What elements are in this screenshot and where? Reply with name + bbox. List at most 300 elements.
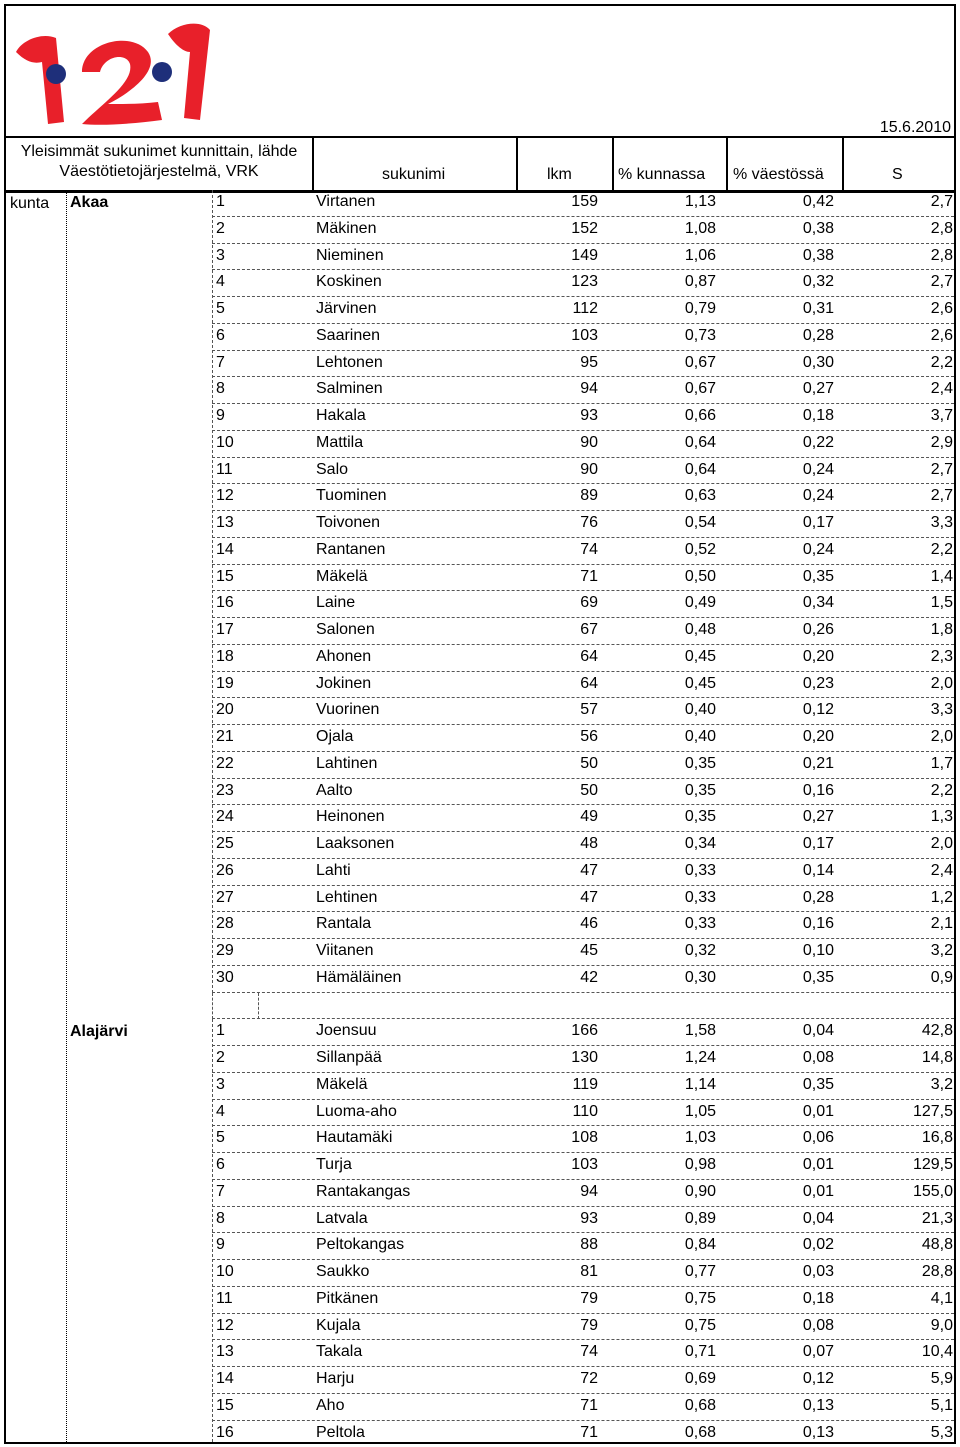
table-row — [212, 270, 954, 297]
pct-population-cell: 0,08 — [802, 1316, 834, 1334]
surname-cell: Lehtinen — [316, 888, 378, 906]
pct-population-cell: 0,24 — [802, 460, 834, 478]
surname-cell: Salminen — [316, 380, 383, 398]
surname-cell: Mäkelä — [316, 1075, 368, 1093]
rank-cell: 5 — [216, 300, 225, 317]
table-row — [212, 1367, 954, 1394]
pct-municipality-cell: 0,75 — [684, 1316, 716, 1334]
pct-municipality-cell: 0,49 — [684, 594, 716, 612]
table-row — [212, 1100, 954, 1127]
pct-population-cell: 0,27 — [802, 808, 834, 826]
pct-population-cell: 0,04 — [802, 1022, 834, 1040]
count-cell: 110 — [572, 1102, 598, 1120]
table-row — [212, 698, 954, 725]
table-row — [212, 511, 954, 538]
surname-cell: Tuominen — [316, 487, 387, 505]
pct-municipality-cell: 0,69 — [684, 1370, 716, 1387]
table-row — [212, 1287, 954, 1314]
s-value-cell: 1,2 — [930, 888, 953, 906]
count-cell: 119 — [572, 1075, 598, 1093]
s-value-cell: 155,0 — [912, 1182, 953, 1200]
rank-cell: 10 — [216, 1263, 234, 1280]
pct-population-cell: 0,01 — [802, 1102, 834, 1120]
surname-cell: Turja — [316, 1156, 352, 1173]
surname-cell: Rantala — [316, 915, 372, 933]
count-cell: 112 — [572, 300, 598, 317]
rank-cell: 4 — [216, 1102, 225, 1120]
s-value-cell: 3,7 — [930, 407, 953, 424]
rank-cell: 19 — [216, 674, 234, 692]
pct-municipality-cell: 0,66 — [684, 407, 716, 424]
count-cell: 79 — [580, 1316, 598, 1334]
table-row — [212, 1260, 954, 1287]
count-cell: 103 — [571, 326, 598, 344]
surname-cell: Rantakangas — [316, 1182, 411, 1200]
pct-municipality-cell: 0,98 — [684, 1156, 716, 1173]
pct-municipality-cell: 0,79 — [684, 300, 716, 317]
count-cell: 74 — [580, 540, 598, 558]
s-value-cell: 3,3 — [930, 514, 953, 531]
pct-population-cell: 0,42 — [802, 193, 834, 210]
surname-cell: Toivonen — [316, 514, 381, 531]
s-value-cell: 2,7 — [930, 273, 953, 291]
rank-cell: 27 — [216, 888, 234, 906]
table-row — [212, 618, 954, 645]
count-cell: 159 — [571, 193, 598, 210]
column-header-sukunimi: sukunimi — [382, 166, 446, 183]
rank-cell: 9 — [216, 1236, 225, 1254]
pct-population-cell: 0,13 — [802, 1396, 834, 1414]
table-row — [212, 538, 954, 565]
pct-municipality-cell: 0,40 — [684, 728, 716, 745]
pct-municipality-cell: 0,87 — [684, 273, 716, 291]
count-cell: 49 — [580, 808, 598, 826]
rank-cell: 16 — [216, 1423, 234, 1441]
pct-population-cell: 0,21 — [802, 754, 834, 772]
rank-cell: 12 — [216, 1316, 234, 1334]
rank-cell: 18 — [216, 647, 234, 665]
surname-cell: Mäkelä — [316, 567, 368, 585]
s-value-cell: 1,3 — [930, 808, 953, 826]
rank-cell: 14 — [216, 1370, 234, 1387]
s-value-cell: 2,2 — [930, 540, 953, 558]
table-row — [212, 565, 954, 592]
table-row — [212, 1073, 954, 1100]
s-value-cell: 2,0 — [930, 674, 953, 692]
pct-municipality-cell: 0,35 — [684, 808, 716, 826]
pct-municipality-cell: 0,68 — [684, 1423, 716, 1441]
table-row — [212, 1126, 954, 1153]
count-cell: 130 — [571, 1049, 598, 1066]
s-value-cell: 1,4 — [930, 567, 953, 585]
s-value-cell: 2,4 — [930, 861, 953, 879]
s-value-cell: 2,8 — [930, 246, 953, 264]
s-value-cell: 2,6 — [930, 326, 953, 344]
surname-cell: Jokinen — [316, 674, 372, 692]
count-cell: 64 — [580, 647, 598, 665]
count-cell: 71 — [580, 1423, 598, 1441]
s-value-cell: 9,0 — [930, 1316, 953, 1334]
pct-municipality-cell: 0,90 — [684, 1182, 716, 1200]
pct-municipality-cell: 0,35 — [684, 754, 716, 772]
pct-population-cell: 0,07 — [802, 1343, 834, 1361]
pct-population-cell: 0,35 — [802, 567, 834, 585]
s-value-cell: 129,5 — [912, 1156, 953, 1173]
pct-population-cell: 0,06 — [802, 1129, 834, 1147]
rank-cell: 6 — [216, 1156, 225, 1173]
s-value-cell: 2,2 — [930, 781, 953, 799]
s-value-cell: 16,8 — [921, 1129, 953, 1147]
source-line-1: Yleisimmät sukunimet kunnittain, lähde — [20, 143, 298, 160]
table-row — [212, 1421, 954, 1445]
pct-municipality-cell: 0,45 — [684, 674, 716, 692]
pct-municipality-cell: 0,71 — [684, 1343, 716, 1361]
table-row — [212, 404, 954, 431]
rank-cell: 28 — [216, 915, 234, 933]
s-value-cell: 2,7 — [930, 487, 953, 505]
s-value-cell: 2,0 — [930, 835, 953, 852]
table-row — [212, 484, 954, 511]
count-cell: 64 — [580, 674, 598, 692]
s-value-cell: 14,8 — [921, 1049, 953, 1066]
pct-municipality-cell: 1,14 — [684, 1075, 716, 1093]
rank-cell: 13 — [216, 1343, 234, 1361]
rank-cell: 14 — [216, 540, 234, 558]
column-header-pct-kunnassa: % kunnassa — [618, 166, 706, 183]
count-cell: 149 — [571, 246, 598, 264]
surname-cell: Saarinen — [316, 326, 381, 344]
surname-cell: Saukko — [316, 1263, 370, 1280]
rank-cell: 15 — [216, 1396, 234, 1414]
pct-population-cell: 0,26 — [802, 621, 834, 638]
rank-cell: 21 — [216, 728, 234, 745]
table-row — [212, 591, 954, 618]
s-value-cell: 28,8 — [921, 1263, 953, 1280]
pct-population-cell: 0,20 — [802, 647, 834, 665]
pct-municipality-cell: 0,54 — [684, 514, 716, 531]
pct-population-cell: 0,17 — [802, 835, 834, 852]
pct-municipality-cell: 0,64 — [684, 460, 716, 478]
table-row — [212, 217, 954, 244]
pct-municipality-cell: 1,05 — [684, 1102, 716, 1120]
surname-cell: Rantanen — [316, 540, 386, 558]
table-row — [212, 377, 954, 404]
rank-cell: 8 — [216, 380, 225, 398]
pct-population-cell: 0,38 — [802, 219, 834, 237]
table-row — [212, 190, 954, 217]
s-value-cell: 5,3 — [930, 1423, 953, 1441]
rank-cell: 26 — [216, 861, 234, 879]
s-value-cell: 48,8 — [921, 1236, 953, 1254]
table-row — [212, 458, 954, 485]
pct-population-cell: 0,32 — [802, 273, 834, 291]
header-rule — [6, 136, 954, 138]
s-value-cell: 2,2 — [930, 353, 953, 371]
count-cell: 152 — [571, 219, 598, 237]
count-cell: 76 — [580, 514, 598, 531]
rank-cell: 30 — [216, 968, 234, 986]
pct-municipality-cell: 0,67 — [684, 353, 716, 371]
pct-population-cell: 0,16 — [802, 915, 834, 933]
rank-cell: 12 — [216, 487, 234, 505]
pct-population-cell: 0,14 — [802, 861, 834, 879]
table-row — [212, 324, 954, 351]
pct-population-cell: 0,20 — [802, 728, 834, 745]
spacer-row — [212, 993, 954, 1020]
rank-cell: 11 — [216, 1289, 233, 1307]
count-cell: 123 — [571, 273, 598, 291]
header-separator — [612, 136, 614, 192]
header-separator — [312, 136, 314, 192]
pct-municipality-cell: 0,33 — [684, 861, 716, 879]
rank-cell: 22 — [216, 754, 234, 772]
count-cell: 94 — [580, 1182, 598, 1200]
rank-cell: 16 — [216, 594, 234, 612]
surname-cell: Kujala — [316, 1316, 361, 1334]
surname-cell: Joensuu — [316, 1022, 377, 1040]
table-row — [212, 1046, 954, 1073]
pct-population-cell: 0,16 — [802, 781, 834, 799]
count-cell: 74 — [580, 1343, 598, 1361]
surname-cell: Lahtinen — [316, 754, 378, 772]
s-value-cell: 1,7 — [930, 754, 953, 772]
rank-cell: 11 — [216, 460, 233, 478]
surname-cell: Peltokangas — [316, 1236, 405, 1254]
s-value-cell: 2,7 — [930, 193, 953, 210]
surname-cell: Koskinen — [316, 273, 382, 291]
rank-cell: 13 — [216, 514, 234, 531]
count-cell: 89 — [580, 487, 598, 505]
table-row — [212, 912, 954, 939]
pct-municipality-cell: 0,50 — [684, 567, 716, 585]
count-cell: 50 — [580, 781, 598, 799]
count-cell: 90 — [580, 433, 598, 451]
rank-cell: 3 — [216, 1075, 225, 1093]
rank-cell: 4 — [216, 273, 225, 291]
s-value-cell: 3,2 — [930, 1075, 953, 1093]
table-row — [212, 1314, 954, 1341]
surname-cell: Ahonen — [316, 647, 372, 665]
pct-municipality-cell: 0,68 — [684, 1396, 716, 1414]
rank-cell: 6 — [216, 326, 225, 344]
count-cell: 72 — [580, 1370, 598, 1387]
table-row — [212, 832, 954, 859]
pct-population-cell: 0,23 — [802, 674, 834, 692]
s-value-cell: 3,3 — [930, 701, 953, 719]
table-row — [212, 1153, 954, 1180]
pct-municipality-cell: 0,67 — [684, 380, 716, 398]
pct-population-cell: 0,35 — [802, 968, 834, 986]
pct-population-cell: 0,01 — [802, 1182, 834, 1200]
table-row — [212, 939, 954, 966]
count-cell: 42 — [580, 968, 598, 986]
table-row — [212, 1233, 954, 1260]
source-line-2: Väestötietojärjestelmä, VRK — [59, 163, 259, 180]
pct-municipality-cell: 0,77 — [684, 1263, 716, 1280]
count-cell: 103 — [571, 1156, 598, 1173]
surname-cell: Salo — [316, 460, 349, 478]
count-cell: 45 — [580, 942, 598, 959]
pct-municipality-cell: 0,48 — [684, 621, 716, 638]
surname-cell: Laine — [316, 594, 356, 612]
table-row — [212, 1180, 954, 1207]
surname-cell: Vuorinen — [316, 701, 380, 719]
count-cell: 57 — [580, 701, 598, 719]
s-value-cell: 2,3 — [930, 647, 953, 665]
count-cell: 90 — [580, 460, 598, 478]
count-cell: 50 — [580, 754, 598, 772]
surname-cell: Aalto — [316, 781, 353, 799]
table-row — [212, 1340, 954, 1367]
table-row — [212, 725, 954, 752]
pct-population-cell: 0,30 — [802, 353, 834, 371]
surname-cell: Latvala — [316, 1209, 368, 1227]
source-caption — [6, 142, 312, 182]
header-separator — [516, 136, 518, 192]
pct-municipality-cell: 1,58 — [684, 1022, 716, 1040]
pct-population-cell: 0,08 — [802, 1049, 834, 1066]
pct-population-cell: 0,28 — [802, 326, 834, 344]
pct-population-cell: 0,02 — [802, 1236, 834, 1254]
s-value-cell: 2,1 — [930, 915, 953, 933]
municipality-name: Akaa — [70, 194, 109, 211]
surname-cell: Takala — [316, 1343, 363, 1361]
surname-cell: Virtanen — [316, 193, 376, 210]
table-row — [212, 805, 954, 832]
count-cell: 94 — [580, 380, 598, 398]
pct-population-cell: 0,04 — [802, 1209, 834, 1227]
surname-cell: Lehtonen — [316, 353, 383, 371]
s-value-cell: 4,1 — [930, 1289, 953, 1307]
pct-municipality-cell: 0,63 — [684, 487, 716, 505]
pct-municipality-cell: 1,06 — [684, 246, 716, 264]
rank-cell: 2 — [216, 1049, 225, 1066]
surname-cell: Pitkänen — [316, 1289, 379, 1307]
pct-municipality-cell: 1,03 — [684, 1129, 716, 1147]
column-header-s: S — [892, 166, 903, 183]
rank-cell: 7 — [216, 1182, 225, 1200]
pct-municipality-cell: 0,32 — [684, 942, 716, 959]
pct-population-cell: 0,38 — [802, 246, 834, 264]
column-header-kunta: kunta — [10, 195, 50, 212]
s-value-cell: 2,4 — [930, 380, 953, 398]
pct-population-cell: 0,12 — [802, 701, 834, 719]
pct-municipality-cell: 0,64 — [684, 433, 716, 451]
pct-population-cell: 0,31 — [802, 300, 834, 317]
rank-column-divider — [212, 993, 213, 1020]
pct-municipality-cell: 0,73 — [684, 326, 716, 344]
rank-cell: 5 — [216, 1129, 225, 1147]
count-cell: 71 — [580, 1396, 598, 1414]
spacer-cell-divider — [258, 993, 259, 1020]
pct-municipality-cell: 1,24 — [684, 1049, 716, 1066]
table-row — [212, 779, 954, 806]
pct-municipality-cell: 0,35 — [684, 781, 716, 799]
rank-cell: 20 — [216, 701, 234, 719]
rank-cell: 3 — [216, 246, 225, 264]
s-value-cell: 2,0 — [930, 728, 953, 745]
table-row — [212, 1207, 954, 1234]
column-header-lkm: lkm — [547, 166, 572, 183]
s-value-cell: 2,6 — [930, 300, 953, 317]
surname-cell: Luoma-aho — [316, 1102, 397, 1120]
pct-municipality-cell: 0,33 — [684, 915, 716, 933]
pct-municipality-cell: 1,13 — [684, 193, 716, 210]
rank-cell: 24 — [216, 808, 234, 826]
pct-population-cell: 0,01 — [802, 1156, 834, 1173]
table-row — [212, 244, 954, 271]
table-row — [212, 1019, 954, 1046]
count-cell: 48 — [580, 835, 598, 852]
table-row — [212, 966, 954, 993]
table-row — [212, 645, 954, 672]
rank-column-divider — [212, 190, 213, 993]
rank-column-divider — [212, 1019, 213, 1444]
s-value-cell: 127,5 — [912, 1102, 953, 1120]
table-row — [212, 431, 954, 458]
rank-cell: 23 — [216, 781, 234, 799]
surname-cell: Järvinen — [316, 300, 377, 317]
count-cell: 46 — [580, 915, 598, 933]
count-cell: 71 — [580, 567, 598, 585]
s-value-cell: 3,2 — [930, 942, 953, 959]
s-value-cell: 5,9 — [930, 1370, 953, 1387]
municipality-name: Alajärvi — [70, 1023, 128, 1041]
pct-population-cell: 0,13 — [802, 1423, 834, 1441]
surname-cell: Harju — [316, 1370, 355, 1387]
report-date: 15.6.2010 — [879, 119, 951, 136]
pct-population-cell: 0,18 — [802, 407, 834, 424]
pct-population-cell: 0,24 — [802, 540, 834, 558]
rank-cell: 25 — [216, 835, 234, 852]
surname-cell: Peltola — [316, 1423, 365, 1441]
s-value-cell: 5,1 — [930, 1396, 953, 1414]
rank-cell: 10 — [216, 433, 234, 451]
pct-municipality-cell: 0,52 — [684, 540, 716, 558]
header-separator — [726, 136, 728, 192]
surname-cell: Mäkinen — [316, 219, 377, 237]
surname-cell: Heinonen — [316, 808, 385, 826]
s-value-cell: 2,7 — [930, 460, 953, 478]
count-cell: 47 — [580, 888, 598, 906]
s-value-cell: 42,8 — [921, 1022, 953, 1040]
count-cell: 81 — [580, 1263, 598, 1280]
count-cell: 93 — [580, 1209, 598, 1227]
kunta-column-divider — [66, 193, 67, 1442]
rank-cell: 15 — [216, 567, 234, 585]
s-value-cell: 0,9 — [930, 968, 953, 986]
pct-municipality-cell: 0,75 — [684, 1289, 716, 1307]
pct-population-cell: 0,35 — [802, 1075, 834, 1093]
count-cell: 69 — [580, 594, 598, 612]
count-cell: 67 — [580, 621, 598, 638]
table-row — [212, 297, 954, 324]
pct-population-cell: 0,24 — [802, 487, 834, 505]
surname-cell: Viitanen — [316, 942, 374, 959]
pct-municipality-cell: 1,08 — [684, 219, 716, 237]
header-separator — [842, 136, 844, 192]
pct-population-cell: 0,03 — [802, 1263, 834, 1280]
count-cell: 108 — [571, 1129, 598, 1147]
rank-cell: 1 — [216, 193, 225, 210]
pct-population-cell: 0,10 — [802, 942, 834, 959]
pct-population-cell: 0,34 — [802, 594, 834, 612]
rank-cell: 2 — [216, 219, 225, 237]
surname-cell: Hämäläinen — [316, 968, 402, 986]
column-header-pct-vaestossa: % väestössä — [733, 166, 824, 183]
surname-cell: Ojala — [316, 728, 354, 745]
count-cell: 95 — [580, 353, 598, 371]
